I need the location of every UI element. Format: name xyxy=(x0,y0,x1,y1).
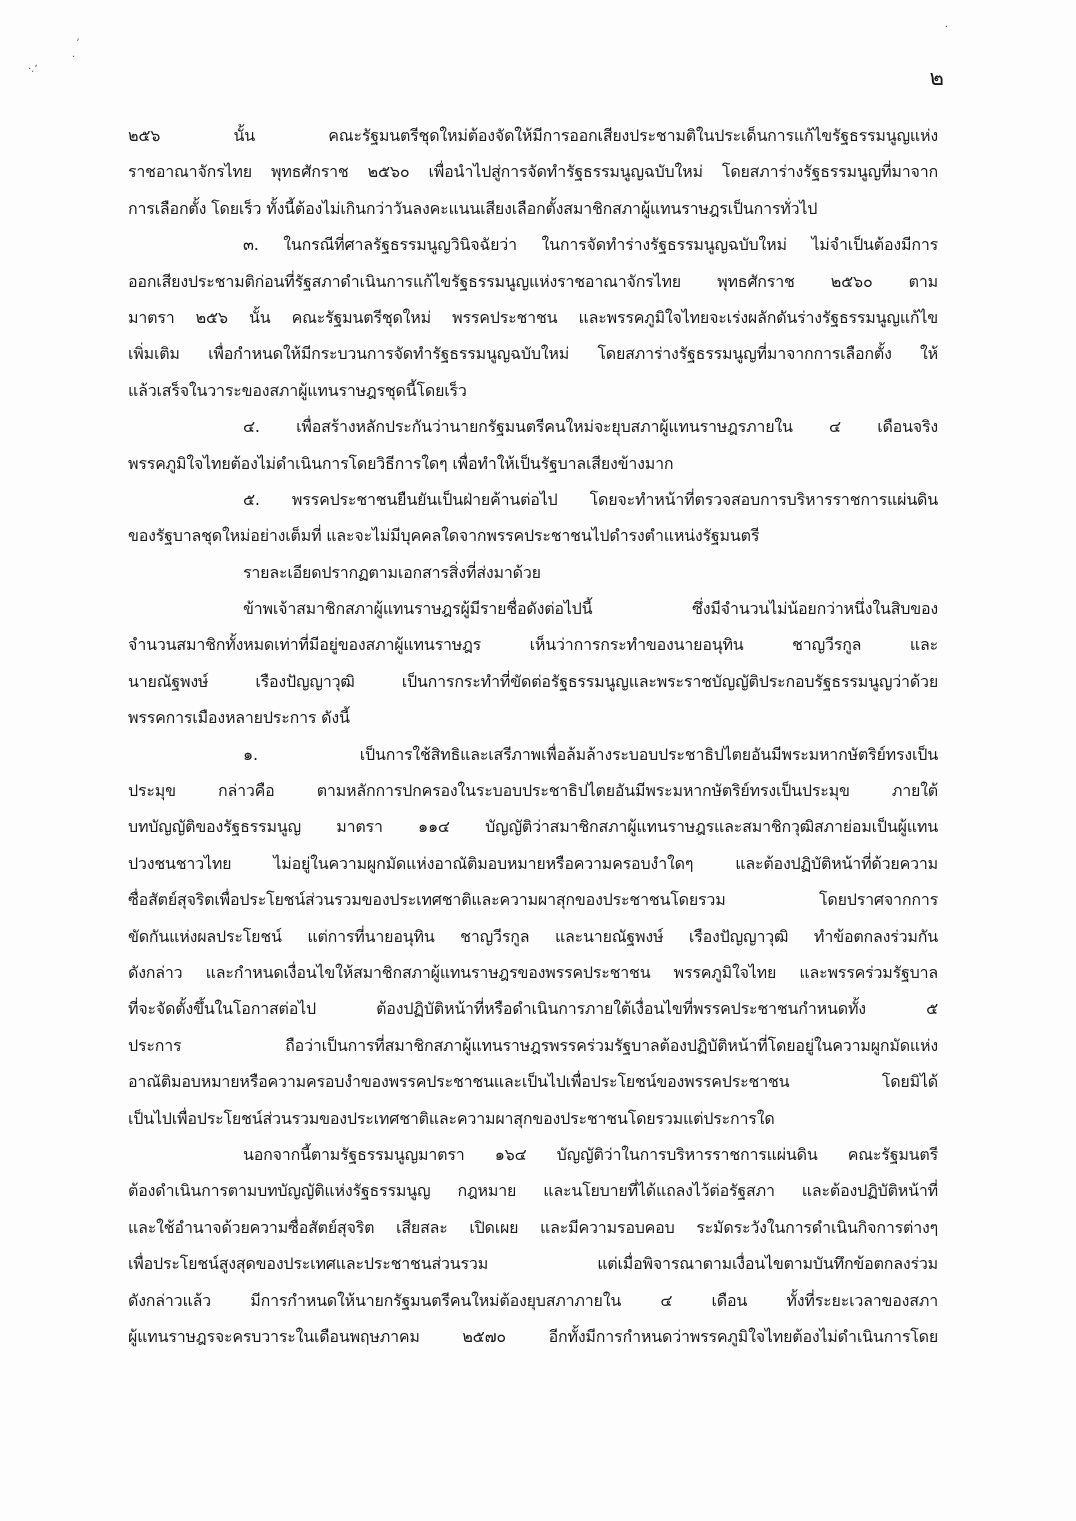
text-line: เพิ่มเติม เพื่อกำหนดให้มีกระบวนการจัดทำรัฐธรรมนูญฉบับใหม่ โดยสภาร่างรัฐธรรมนูญที่มาจากการเลือกตั้ง ให้ xyxy=(128,344,938,364)
text-line: บทบัญญัติของรัฐธรรมนูญ มาตรา ๑๑๔ บัญญัติว่าสมาชิกสภาผู้แทนราษฎรและสมาชิกวุฒิสภาย่อมเป็นผู้แทน xyxy=(128,817,938,837)
text-line: เพื่อประโยชน์สูงสุดของประเทศและประชาชนส่วนรวม แต่เมื่อพิจารณาตามเงื่อนไขตามบันทึกข้อตกลงร่วม xyxy=(128,1254,938,1274)
text-line: ประการ ถือว่าเป็นการที่สมาชิกสภาผู้แทนราษฎรพรรคร่วมรัฐบาลต้องปฏิบัติหน้าที่โดยอยู่ในความผูกมัดแห่ง xyxy=(128,1035,938,1055)
text-line: ต้องดำเนินการตามบทบัญญัติแห่งรัฐธรรมนูญ กฎหมาย และนโยบายที่ได้แถลงไว้ต่อรัฐสภา และต้องปฏิบัติหน้าที่ xyxy=(128,1181,938,1201)
text-line: นอกจากนี้ตามรัฐธรรมนูญมาตรา ๑๖๔ บัญญัติว่าในการบริหารราชการแผ่นดิน คณะรัฐมนตรี xyxy=(243,1144,938,1164)
text-line: ดังกล่าวแล้ว มีการกำหนดให้นายกรัฐมนตรีคนใหม่ต้องยุบสภาภายใน ๔ เดือน ทั้งที่ระยะเวลาของสภา xyxy=(128,1290,938,1310)
body-text xyxy=(128,118,938,1355)
scan-speck: · xyxy=(944,22,948,33)
scan-speck: · xyxy=(72,52,76,63)
text-line: พรรคภูมิใจไทยต้องไม่ดำเนินการโดยวิธีการใดๆ เพื่อทำให้เป็นรัฐบาลเสียงข้างมาก xyxy=(128,453,674,473)
text-line: ๑. เป็นการใช้สิทธิและเสรีภาพเพื่อล้มล้างระบอบประชาธิปไตยอันมีพระมหากษัตริย์ทรงเป็น xyxy=(243,744,938,764)
text-line: ของรัฐบาลชุดใหม่อย่างเต็มที่ และจะไม่มีบุคคลใดจากพรรคประชาชนไปดำรงตำแหน่งรัฐมนตรี xyxy=(128,526,760,546)
text-line: นายณัฐพงษ์ เรืองปัญญาวุฒิ เป็นการกระทำที่ขัดต่อรัฐธรรมนูญและพระราชบัญญัติประกอบรัฐธรรมนูญว่าด้วย xyxy=(128,671,938,691)
text-line: รายละเอียดปรากฏตามเอกสารสิ่งที่ส่งมาด้วย xyxy=(243,562,541,582)
text-line: ปวงชนชาวไทย ไม่อยู่ในความผูกมัดแห่งอาณัติมอบหมายหรือความครอบงำใดๆ และต้องปฏิบัติหน้าที่ด้วยความ xyxy=(128,853,938,873)
text-line: ๕. พรรคประชาชนยืนยันเป็นฝ่ายค้านต่อไป โดยจะทำหน้าที่ตรวจสอบการบริหารราชการแผ่นดิน xyxy=(243,489,938,509)
text-line: ๔. เพื่อสร้างหลักประกันว่านายกรัฐมนตรีคนใหม่จะยุบสภาผู้แทนราษฎรภายใน ๔ เดือนจริง xyxy=(243,417,938,437)
text-line: ราชอาณาจักรไทย พุทธศักราช ๒๕๖๐ เพื่อนำไปสู่การจัดทำรัฐธรรมนูญฉบับใหม่ โดยสภาร่างรัฐธรรมนูญที่มาจาก xyxy=(128,162,938,182)
scan-speck: ʼ xyxy=(76,38,80,49)
text-line: ผู้แทนราษฎรจะครบวาระในเดือนพฤษภาคม ๒๕๗๐ อีกทั้งมีการกำหนดว่าพรรคภูมิใจไทยต้องไม่ดำเนินการโดย xyxy=(128,1326,938,1346)
scan-speck: ·.ʻ xyxy=(28,64,38,75)
text-line: พรรคการเมืองหลายประการ ดังนี้ xyxy=(128,708,350,728)
text-line: มาตรา ๒๕๖ นั้น คณะรัฐมนตรีชุดใหม่ พรรคประชาชน และพรรคภูมิใจไทยจะเร่งผลักดันร่างรัฐธรรมนูญแก้ไข xyxy=(128,307,938,327)
text-line: การเลือกตั้ง โดยเร็ว ทั้งนี้ต้องไม่เกินกว่าวันลงคะแนนเสียงเลือกตั้งสมาชิกสภาผู้แทนราษฎรเป็นการทั่วไป xyxy=(128,198,818,218)
text-line: ดังกล่าว และกำหนดเงื่อนไขให้สมาชิกสภาผู้แทนราษฎรของพรรคประชาชน พรรคภูมิใจไทย และพรรคร่วมรัฐบาล xyxy=(128,962,938,982)
text-line: ข้าพเจ้าสมาชิกสภาผู้แทนราษฎรผู้มีรายชื่อดังต่อไปนี้ ซึ่งมีจำนวนไม่น้อยกว่าหนึ่งในสิบของ xyxy=(243,599,938,619)
text-line: ออกเสียงประชามติก่อนที่รัฐสภาดำเนินการแก้ไขรัฐธรรมนูญแห่งราชอาณาจักรไทย พุทธศักราช ๒๕๖๐ ตาม xyxy=(128,271,938,291)
text-line: ซื่อสัตย์สุจริตเพื่อประโยชน์ส่วนรวมของประเทศชาติและความผาสุกของประชาชนโดยรวม โดยปราศจากการ xyxy=(128,890,938,910)
text-line: แล้วเสร็จในวาระของสภาผู้แทนราษฎรชุดนี้โดยเร็ว xyxy=(128,380,467,400)
text-line: ประมุข กล่าวคือ ตามหลักการปกครองในระบอบประชาธิปไตยอันมีพระมหากษัตริย์ทรงเป็นประมุข ภายใต้ xyxy=(128,781,938,801)
text-line: และใช้อำนาจด้วยความซื่อสัตย์สุจริต เสียสละ เปิดเผย และมีความรอบคอบ ระมัดระวังในการดำเนินกิจการต่างๆ xyxy=(128,1217,938,1237)
text-line: ขัดกันแห่งผลประโยชน์ แต่การที่นายอนุทิน ชาญวีรกูล และนายณัฐพงษ์ เรืองปัญญาวุฒิ ทำข้อตกลงร่วมกัน xyxy=(128,926,938,946)
text-line: ที่จะจัดตั้งขึ้นในโอกาสต่อไป ต้องปฏิบัติหน้าที่หรือดำเนินการภายใต้เงื่อนไขที่พรรคประชาชนกำหนดทั้ง ๕ xyxy=(128,999,938,1019)
text-line: ๒๕๖ นั้น คณะรัฐมนตรีชุดใหม่ต้องจัดให้มีการออกเสียงประชามติในประเด็นการแก้ไขรัฐธรรมนูญแห่ง xyxy=(128,126,938,145)
text-line: ๓. ในกรณีที่ศาลรัฐธรรมนูญวินิจฉัยว่า ในการจัดทำร่างรัฐธรรมนูญฉบับใหม่ ไม่จำเป็นต้องมีการ xyxy=(243,235,938,255)
page-number: ๒ xyxy=(929,66,944,91)
text-line: จำนวนสมาชิกทั้งหมดเท่าที่มีอยู่ของสภาผู้แทนราษฎร เห็นว่าการกระทำของนายอนุทิน ชาญวีรกูล และ xyxy=(128,635,938,655)
text-line: เป็นไปเพื่อประโยชน์ส่วนรวมของประเทศชาติและความผาสุกของประชาชนโดยรวมแต่ประการใด xyxy=(128,1108,775,1128)
text-line: อาณัติมอบหมายหรือความครอบงำของพรรคประชาชนและเป็นไปเพื่อประโยชน์ของพรรคประชาชน โดยมิได้ xyxy=(128,1072,938,1092)
